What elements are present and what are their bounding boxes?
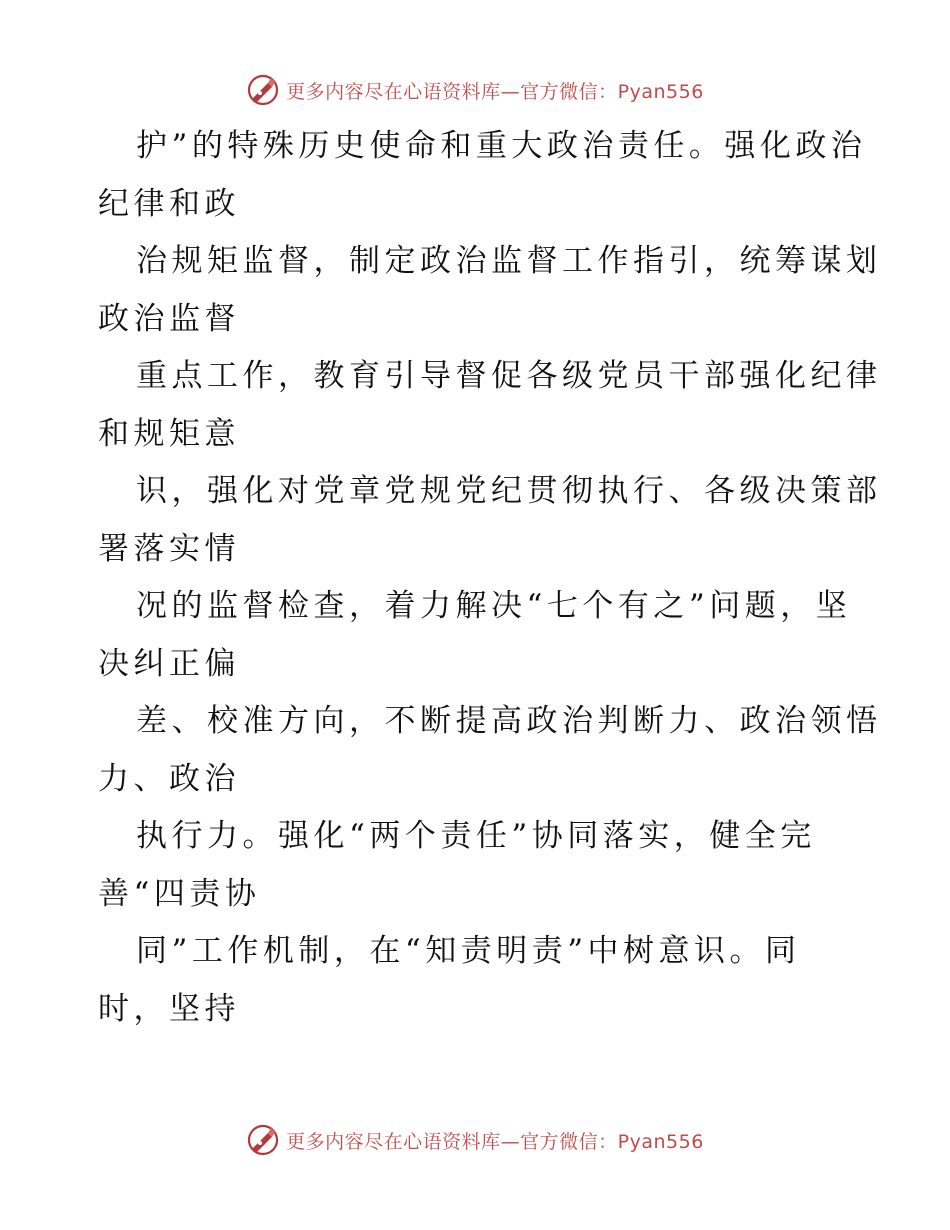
text-line: 时，坚持 [98,990,240,1027]
text-line: 同”工作机制，在“知责明责”中树意识。同 [136,933,801,969]
text-line: 识，强化对党章党规党纪贯彻执行、各级决策部 [136,473,882,509]
text-line: 纪律和政 [98,185,240,222]
text-line: 力、政治 [98,760,240,797]
text-line: 治规矩监督，制定政治监督工作指引，统筹谋划 [136,243,882,279]
text-line: 决纠正偏 [98,645,240,682]
text-line: 差、校准方向，不断提高政治判断力、政治领悟 [136,703,882,739]
watermark-text: 更多内容尽在心语资料库—官方微信：Pyan556 [286,1130,704,1153]
text-line: 重点工作，教育引导督促各级党员干部强化纪律 [136,358,882,394]
text-line: 护”的特殊历史使命和重大政治责任。强化政治 [136,128,867,164]
text-line: 善“四责协 [98,875,261,912]
pen-logo-icon [246,73,280,107]
pen-logo-icon [246,1123,280,1157]
footer-watermark [0,1120,950,1160]
text-line: 署落实情 [98,530,240,567]
document-body [98,118,882,1038]
text-line: 执行力。强化“两个责任”协同落实，健全完 [136,818,816,854]
text-line: 和规矩意 [98,415,240,452]
watermark-text: 更多内容尽在心语资料库—官方微信：Pyan556 [286,80,704,103]
header-watermark [0,70,950,110]
text-line: 况的监督检查，着力解决“七个有之”问题，坚 [136,588,852,624]
text-line: 政治监督 [98,300,240,337]
